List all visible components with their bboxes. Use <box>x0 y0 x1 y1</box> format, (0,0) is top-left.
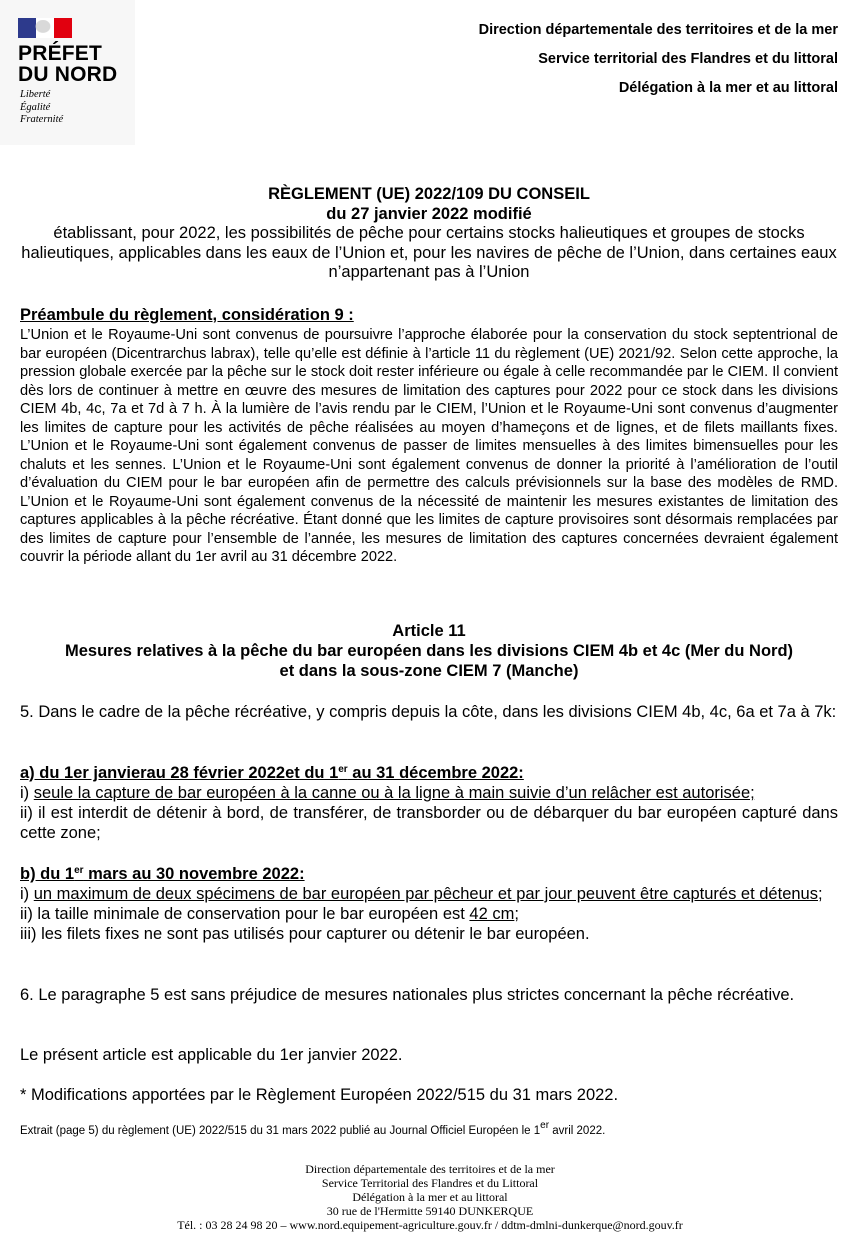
section-b-heading-sup: er <box>74 865 84 876</box>
section-a-item-i-text: seule la capture de bar européen à la canne ou à la ligne à main suivie d’un relâcher est autorisée; <box>33 784 755 802</box>
preamble-text: L’Union et le Royaume-Uni sont convenus de poursuivre l’approche élaborée pour la conservation du stock septentrional de bar européen (Dicentrarchus labrax), telle qu’elle est définie à l’article 11 du règlement (UE) 2021/92. Selon cette approche, la pression globale exercée par la pêche sur le stock doit rester inférieure ou égale à celle recommandée par le CIEM. Il convient dès lors de continuer à mettre en œuvre des mesures de limitation des captures pour 2022 pour ce stock dans les divisions CIEM 4b, 4c, 7a et 7d à 7 h. À la lumière de l’avis rendu par le CIEM, l’Union et le Royaume-Uni sont convenus d’augmenter les limites de capture pour les activités de pêche réalisées au moyen d’hameçons et de lignes, et de filets maillants fixes. L’Union et le Royaume-Uni sont également convenus de passer de limites mensuelles à des limites bimensuelles pour les chaluts et les sennes. L’Union et le Royaume-Uni sont également convenus de donner la priorité à l’amélioration de l’outil d’évaluation du CIEM pour le bar européen afin de permettre des calculs prévisionnels sur la base des modèles de RMD. L’Union et le Royaume-Uni sont également convenus de la nécessité de maintenir les mesures existantes de limitation des captures applicables à la pêche récréative. Étant donné que les limites de capture provisoires sont désormais remplacées par des limites de capture pour l’ensemble de l’année, les mesures de limitation des captures concernées devraient également couvrir la période allant du 1er avril au 31 décembre 2022. <box>20 327 838 565</box>
footer-line-4: 30 rue de l'Hermitte 59140 DUNKERQUE <box>326 1204 534 1218</box>
devise <box>20 89 63 127</box>
section-b-item-i-prefix: i) <box>20 885 34 903</box>
section-a-item-i <box>20 783 838 803</box>
title-line-2: du 27 janvier 2022 modifié <box>326 204 532 223</box>
title-line-3: établissant, pour 2022, les possibilités de pêche pour certains stocks halieutiques et groupes de stocks halieutiques, applicables dans les eaux de l’Union et, pour les navires de pêche de l’Union, dans certaines eaux n’appartenant pas à l’Union <box>21 224 837 281</box>
section-b-item-iii: iii) les filets fixes ne sont pas utilisés pour capturer ou détenir le bar européen. <box>20 925 590 943</box>
header-line-3: Délégation à la mer et au littoral <box>618 80 838 96</box>
section-b-heading <box>20 864 838 884</box>
devise-egalite: Égalité <box>20 101 51 113</box>
section-a-heading-sup: er <box>338 764 348 775</box>
paragraph-6: 6. Le paragraphe 5 est sans préjudice de mesures nationales plus strictes concernant la pêche récréative. <box>20 986 795 1004</box>
section-b-heading-part1: b) du 1 <box>20 865 75 883</box>
footer-line-1: Direction départementale des territoires et de la mer <box>305 1162 555 1176</box>
prefet-name <box>18 43 117 85</box>
header-line-1: Direction départementale des territoires et de la mer <box>478 22 838 38</box>
header-line-2: Service territorial des Flandres et du littoral <box>538 51 838 67</box>
section-b <box>20 864 838 944</box>
section-b-item-ii-suffix: ; <box>514 905 519 923</box>
section-b-item-i <box>20 884 838 904</box>
section-a-item-ii: ii) il est interdit de détenir à bord, de transférer, de transborder ou de débarquer du bar européen capturé dans cette zone; <box>20 804 838 842</box>
title-line-1: RÈGLEMENT (UE) 2022/109 DU CONSEIL <box>268 185 590 203</box>
section-a-heading-part1: a) du 1er janvierau 28 février 2022et du 1 <box>20 764 339 782</box>
devise-liberte: Liberté <box>20 89 51 100</box>
prefet-line2: DU NORD <box>18 63 118 86</box>
modifications-note: * Modifications apportées par le Règlement Européen 2022/515 du 31 mars 2022. <box>20 1086 619 1104</box>
section-b-item-ii-value: 42 cm <box>469 905 515 923</box>
article-number: Article 11 <box>392 622 466 640</box>
footer <box>0 1162 850 1232</box>
prefet-line1: PRÉFET <box>18 42 103 65</box>
article-heading <box>20 621 838 681</box>
header-service <box>479 22 838 109</box>
extract-note-sup: er <box>540 1120 550 1131</box>
preamble-heading: Préambule du règlement, considération 9 : <box>20 306 354 324</box>
extract-note-part1: Extrait (page 5) du règlement (UE) 2022/515 du 31 mars 2022 publié au Journal Officiel Européen le 1 <box>20 1125 541 1137</box>
footer-line-3: Délégation à la mer et au littoral <box>352 1190 508 1204</box>
footer-line-2: Service Territorial des Flandres et du Littoral <box>321 1176 539 1190</box>
section-b-item-ii-prefix: ii) la taille minimale de conservation pour le bar européen est <box>20 905 470 923</box>
extract-note-part2: avril 2022. <box>549 1125 606 1137</box>
article-title-1: Mesures relatives à la pêche du bar européen dans les divisions CIEM 4b et 4c (Mer du Nord) <box>64 642 794 660</box>
french-flag-icon <box>18 18 72 38</box>
prefet-logo <box>0 0 135 145</box>
section-a-item-i-prefix: i) <box>20 784 34 802</box>
section-a <box>20 763 838 843</box>
devise-fraternite: Fraternité <box>20 114 64 125</box>
section-b-heading-part2: mars au 30 novembre 2022: <box>83 865 305 883</box>
paragraph-5: 5. Dans le cadre de la pêche récréative, y compris depuis la côte, dans les divisions CIEM 4b, 4c, 6a et 7a à 7k: <box>20 703 837 721</box>
section-a-heading <box>20 763 838 783</box>
document-title <box>20 185 838 283</box>
extract-note <box>20 1120 606 1137</box>
section-b-item-ii <box>20 904 838 924</box>
section-b-item-i-text: un maximum de deux spécimens de bar européen par pêcheur et par jour peuvent être capturés et détenus <box>33 885 818 903</box>
footer-contact: Tél. : 03 28 24 98 20 – www.nord.equipement-agriculture.gouv.fr / ddtm-dmlni-dunkerque@nord.gouv.fr <box>177 1218 683 1232</box>
marianne-icon <box>34 20 54 36</box>
article-title-2: et dans la sous-zone CIEM 7 (Manche) <box>279 662 579 680</box>
section-a-heading-part2: au 31 décembre 2022: <box>347 764 524 782</box>
applicable-date: Le présent article est applicable du 1er janvier 2022. <box>20 1046 403 1064</box>
section-b-item-i-suffix: ; <box>817 885 823 903</box>
